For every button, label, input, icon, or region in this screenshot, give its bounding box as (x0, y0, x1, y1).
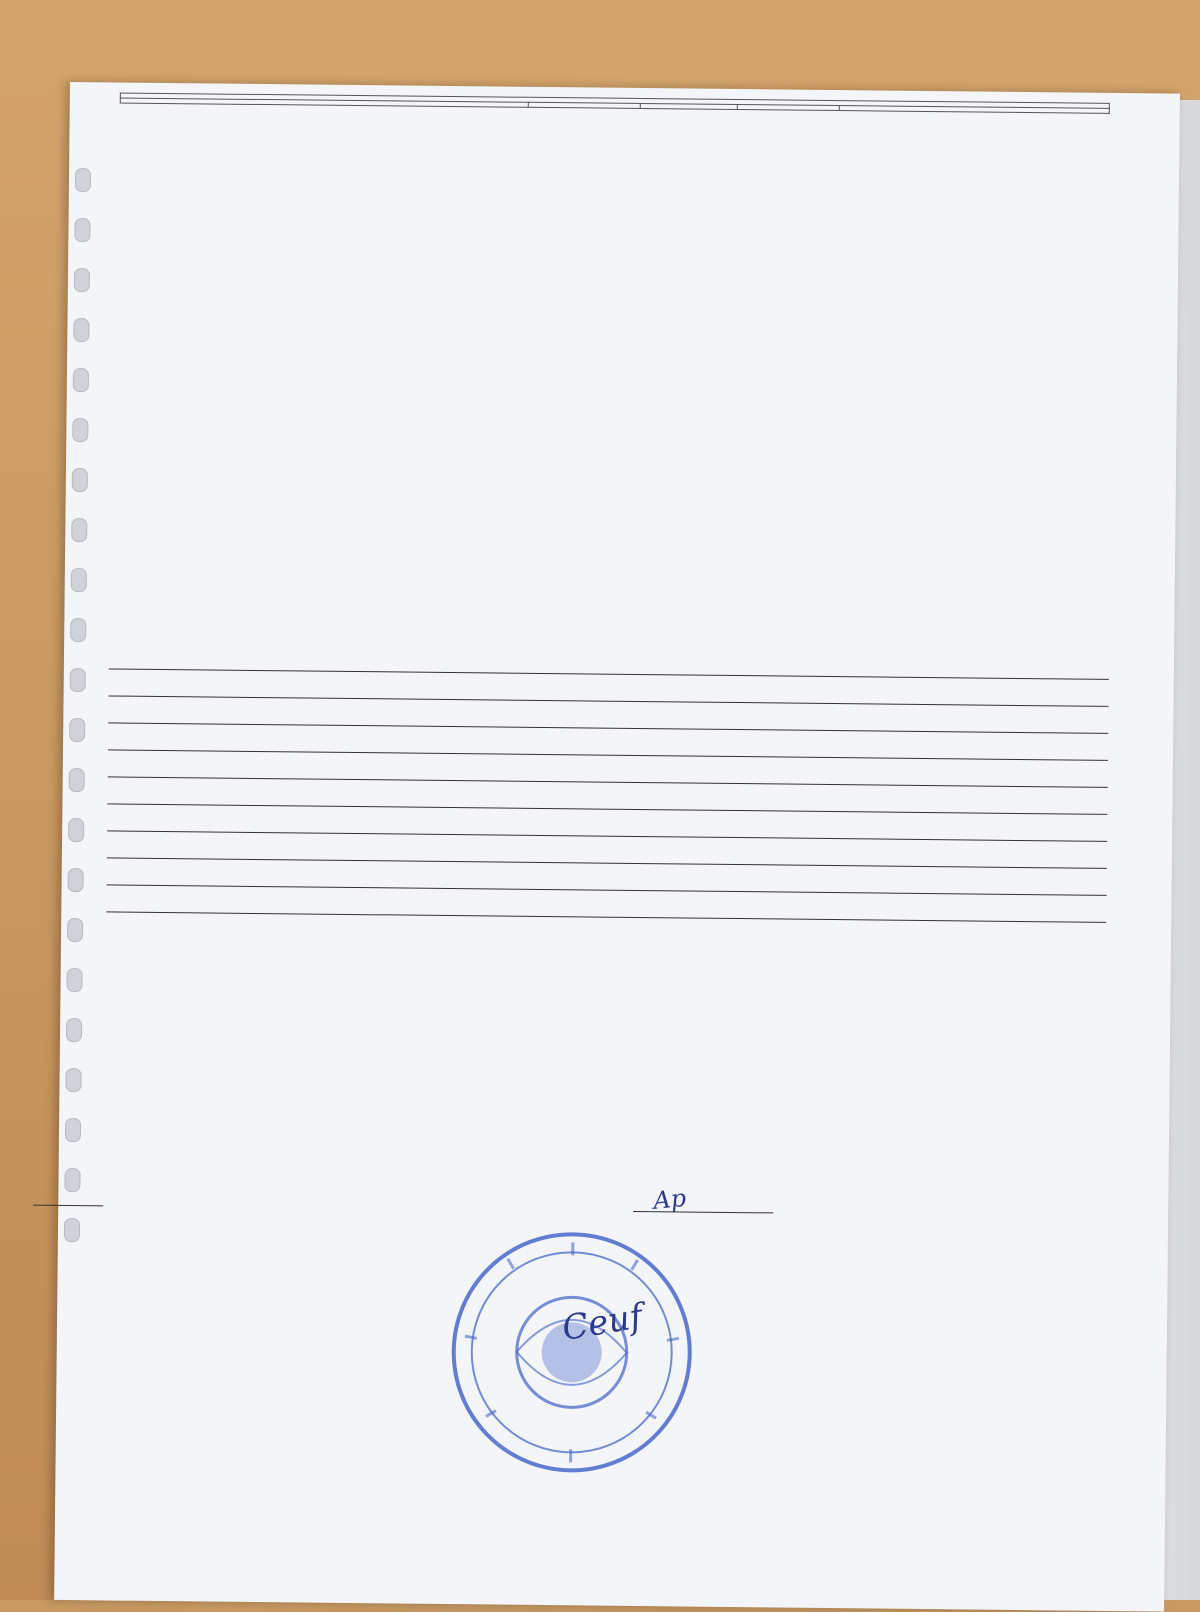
checklist-table-wrap (120, 93, 1110, 114)
binder-hole (74, 268, 90, 292)
director-signature-mark: Ceuf (559, 1296, 645, 1349)
binder-hole (71, 568, 87, 592)
binder-hole (68, 868, 84, 892)
binder-hole (66, 968, 82, 992)
binder-hole (66, 1018, 82, 1042)
binder-hole (73, 368, 89, 392)
binder-hole (71, 518, 87, 542)
blank-line (33, 1205, 103, 1207)
binder-hole (68, 818, 84, 842)
director-signature (307, 1330, 1107, 1338)
commission-heading (108, 922, 1096, 932)
binder-hole (69, 718, 85, 742)
binder-hole (65, 1068, 81, 1092)
chef-signature: Ap (652, 1184, 687, 1215)
findings-block (106, 642, 1109, 922)
binder-hole (72, 468, 88, 492)
binder-hole (73, 318, 89, 342)
binder-hole (65, 1118, 81, 1142)
official-stamp (445, 1226, 698, 1479)
binder-hole (74, 218, 90, 242)
commission-signatures (96, 922, 1096, 932)
document-page (54, 82, 1180, 1612)
binder-hole (72, 418, 88, 442)
binder-hole (69, 768, 85, 792)
binder-hole (67, 918, 83, 942)
binder-hole (70, 618, 86, 642)
binder-hole (75, 168, 91, 192)
commission-member-list (96, 922, 1096, 932)
binder-hole (70, 668, 86, 692)
checklist-table (120, 93, 1110, 114)
